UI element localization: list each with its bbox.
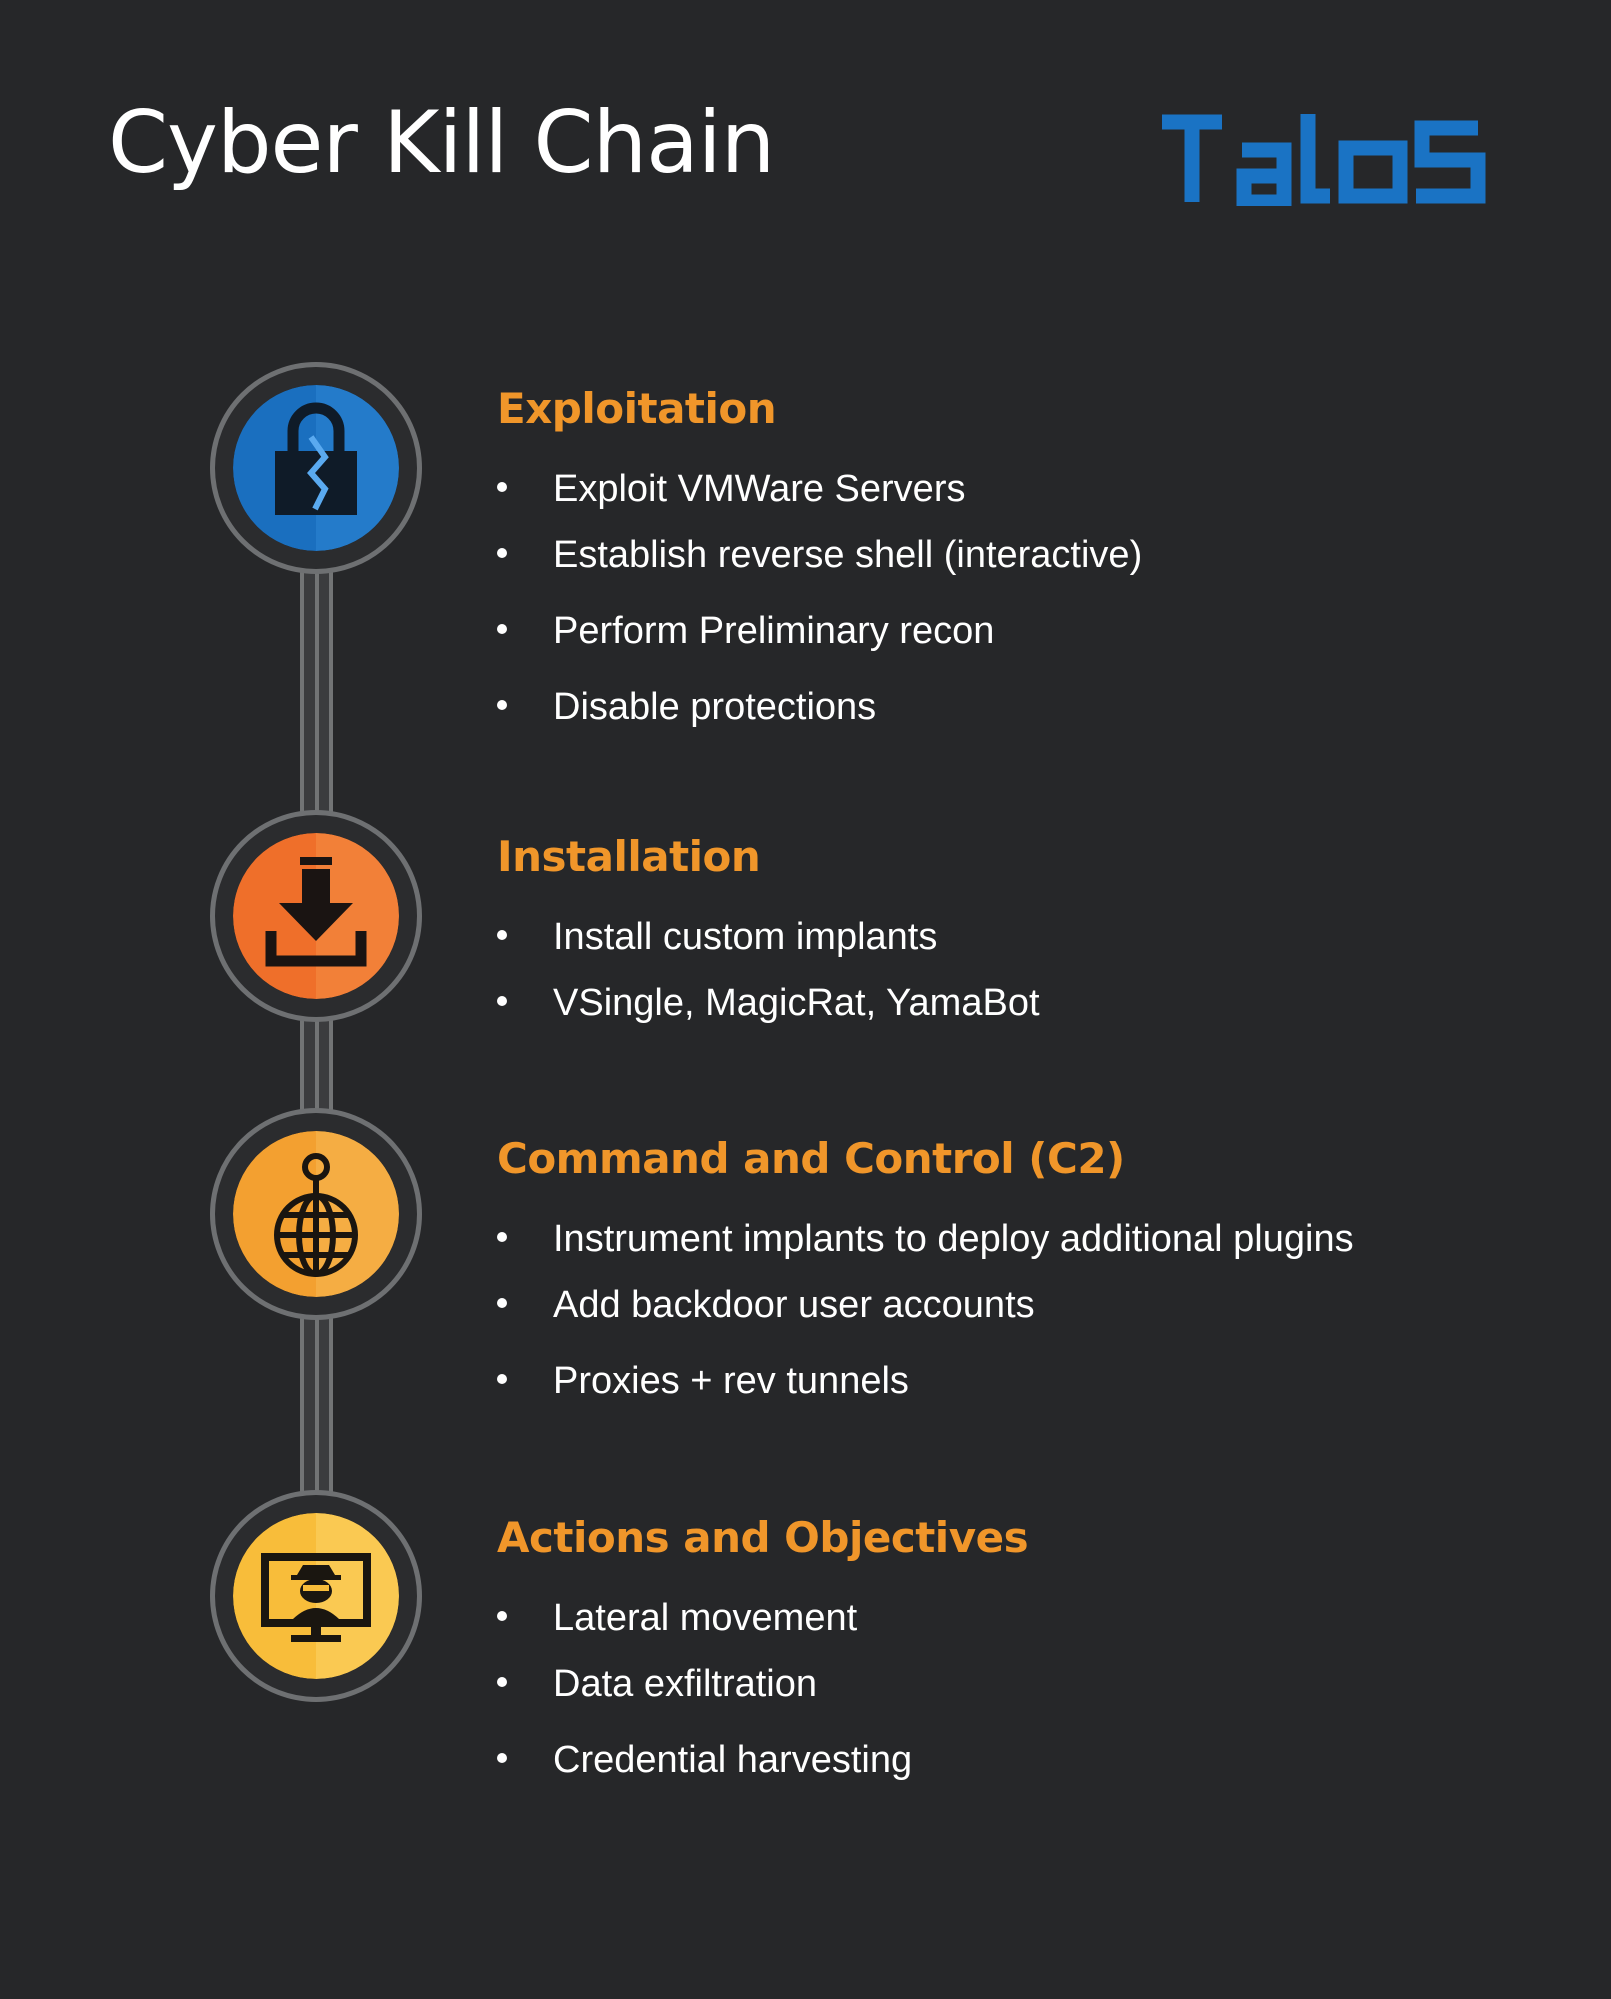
bullet-text: Disable protections [553,686,877,728]
bullet-icon [497,930,507,940]
list-item [497,536,1557,574]
talos-logo [1160,110,1486,206]
actions-list [497,1599,1557,1779]
list-item [497,1362,1557,1400]
installation-badge [210,810,422,1022]
bullet-text: Establish reverse shell (interactive) [553,534,1143,576]
bullet-text: VSingle, MagicRat, YamaBot [553,982,1040,1024]
list-item [497,1286,1557,1324]
installation-heading: Installation [497,832,761,881]
bullet-icon [497,1232,507,1242]
c2-section [497,1134,1557,1402]
bullet-text: Lateral movement [553,1597,858,1639]
list-item [497,612,1557,650]
exploitation-badge [210,362,422,574]
bullet-text: Add backdoor user accounts [553,1284,1035,1326]
installation-section [497,832,1557,1024]
actions-heading: Actions and Objectives [497,1513,1029,1562]
bullet-icon [497,1298,507,1308]
actions-badge [210,1490,422,1702]
bullet-icon [497,1753,507,1763]
list-item [497,984,1557,1022]
list-item [497,1599,1557,1637]
connector-line-2 [300,1018,333,1118]
actions-section [497,1513,1557,1781]
bullet-icon [497,996,507,1006]
c2-list [497,1220,1557,1400]
bullet-icon [497,1611,507,1621]
connector-line-1 [300,570,333,816]
bullet-icon [497,548,507,558]
installation-list [497,918,1557,1022]
list-item [497,918,1557,956]
bullet-icon [497,700,507,710]
exploitation-heading: Exploitation [497,384,777,433]
bullet-text: Exploit VMWare Servers [553,468,966,510]
list-item [497,1220,1557,1258]
bullet-icon [497,624,507,634]
list-item [497,688,1557,726]
bullet-text: Instrument implants to deploy additional plugins [553,1218,1354,1260]
list-item [497,1741,1557,1779]
bullet-text: Proxies + rev tunnels [553,1360,909,1402]
c2-badge [210,1108,422,1320]
page-title: Cyber Kill Chain [108,93,775,193]
bullet-text: Credential harvesting [553,1739,913,1781]
bullet-icon [497,482,507,492]
talos-logo-icon [1160,110,1486,206]
monitor-hacker-icon [233,1513,399,1679]
exploitation-list [497,470,1557,726]
connector-line-3 [300,1316,333,1500]
list-item [497,1665,1557,1703]
bullet-icon [497,1374,507,1384]
bullet-text: Install custom implants [553,916,938,958]
bullet-text: Data exfiltration [553,1663,818,1705]
download-tray-icon [233,833,399,999]
bullet-text: Perform Preliminary recon [553,610,995,652]
broken-lock-icon [233,385,399,551]
bullet-icon [497,1677,507,1687]
exploitation-section [497,384,1557,728]
list-item [497,470,1557,508]
globe-antenna-icon [233,1131,399,1297]
c2-heading: Command and Control (C2) [497,1134,1125,1183]
